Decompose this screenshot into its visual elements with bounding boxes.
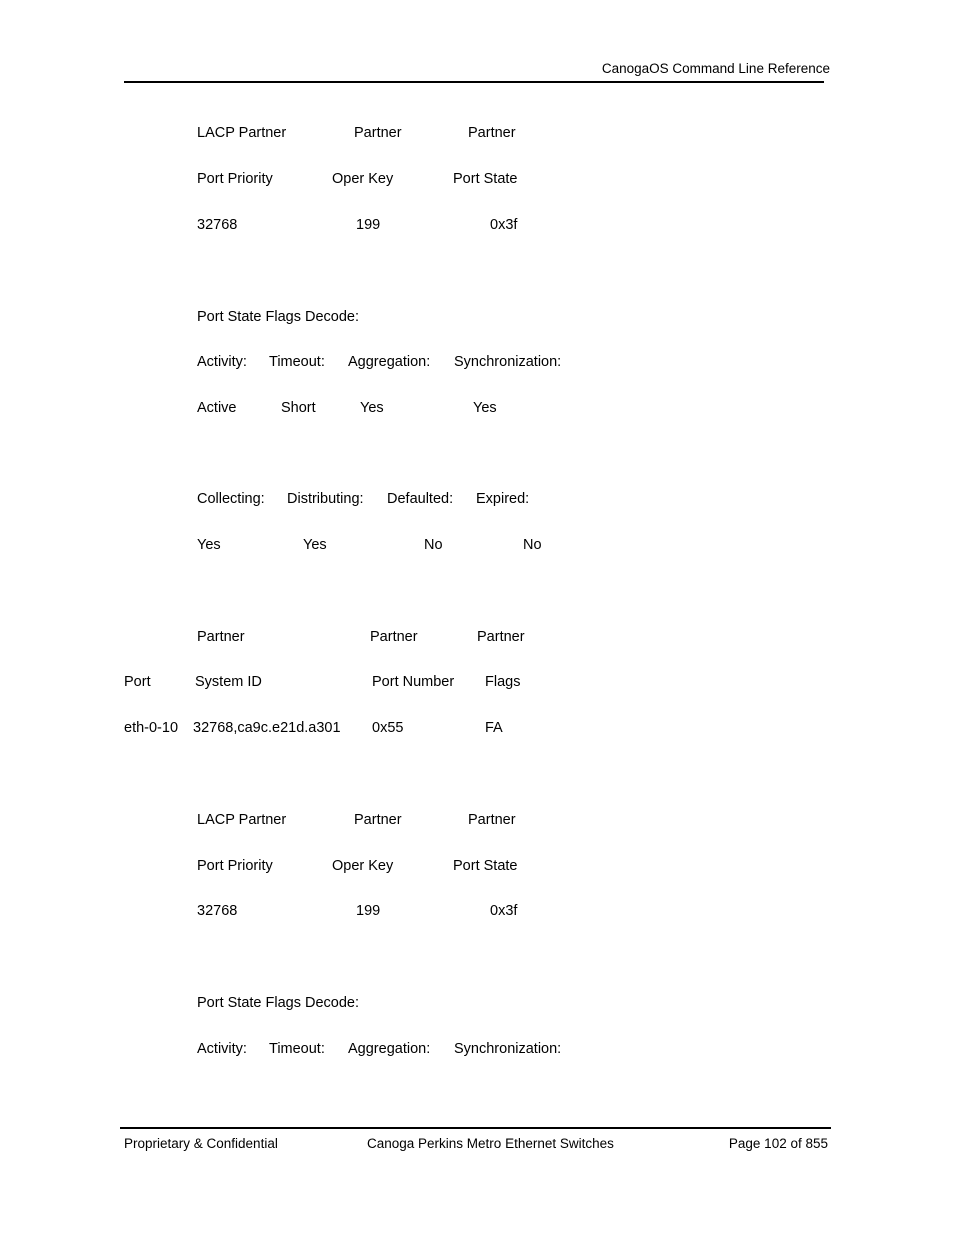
block2-value-oper-key: 199 [356, 903, 381, 919]
block1-value-port-state: 0x3f [490, 217, 518, 233]
flags1-v-defaulted: No [424, 537, 443, 553]
flags1-v-timeout: Short [281, 400, 316, 416]
partner-h1-partner: Partner [477, 629, 525, 645]
block1-value-oper-key: 199 [356, 217, 381, 233]
block2-h2-port-state: Port State [453, 858, 518, 874]
flags1-v-aggregation: Yes [360, 400, 384, 416]
partner-h1-partner: Partner [370, 629, 418, 645]
flags2-h-activity: Activity: [197, 1041, 247, 1057]
partner-h1-partner: Partner [197, 629, 245, 645]
flags1-h-activity: Activity: [197, 354, 247, 370]
partner-row-system-id: 32768,ca9c.e21d.a301 [193, 720, 341, 736]
block2-h1-lacp-partner: LACP Partner [197, 812, 287, 828]
flags2-h-timeout: Timeout: [269, 1041, 325, 1057]
block1-value-priority: 32768 [197, 217, 238, 233]
block1-h1-partner: Partner [354, 125, 402, 141]
block1-h1-partner: Partner [468, 125, 516, 141]
partner-row-flags: FA [485, 720, 503, 736]
flags1-h-distributing: Distributing: [287, 491, 364, 507]
block2-h1-partner: Partner [354, 812, 402, 828]
flags1-h-collecting: Collecting: [197, 491, 265, 507]
flags1-v-synchronization: Yes [473, 400, 497, 416]
partner-h2-flags: Flags [485, 674, 521, 690]
partner-h2-port: Port [124, 674, 151, 690]
flags1-h-defaulted: Defaulted: [387, 491, 454, 507]
flags1-h-synchronization: Synchronization: [454, 354, 562, 370]
flags1-v-distributing: Yes [303, 537, 327, 553]
flags1-v-collecting: Yes [197, 537, 221, 553]
block1-h2-port-state: Port State [453, 171, 518, 187]
flags1-h-aggregation: Aggregation: [348, 354, 431, 370]
partner-h2-system-id: System ID [195, 674, 262, 690]
block2-value-port-state: 0x3f [490, 903, 518, 919]
flags1-v-expired: No [523, 537, 542, 553]
block1-h2-oper-key: Oper Key [332, 171, 394, 187]
flags1-h-expired: Expired: [476, 491, 530, 507]
block2-h2-oper-key: Oper Key [332, 858, 394, 874]
block1-h1-lacp-partner: LACP Partner [197, 125, 287, 141]
header-rule [124, 81, 824, 83]
flags2-title: Port State Flags Decode: [197, 995, 359, 1011]
flags1-title: Port State Flags Decode: [197, 309, 359, 325]
flags2-h-synchronization: Synchronization: [454, 1041, 562, 1057]
footer-rule [120, 1127, 831, 1129]
partner-h2-port-number: Port Number [372, 674, 455, 690]
block1-h2-port-priority: Port Priority [197, 171, 273, 187]
flags1-v-activity: Active [197, 400, 237, 416]
block2-h1-partner: Partner [468, 812, 516, 828]
footer-confidential: Proprietary & Confidential [124, 1136, 278, 1151]
partner-row-port-number: 0x55 [372, 720, 404, 736]
header-title: CanogaOS Command Line Reference [601, 61, 830, 76]
flags2-h-aggregation: Aggregation: [348, 1041, 431, 1057]
footer-company: Canoga Perkins Metro Ethernet Switches [367, 1136, 614, 1151]
flags1-h-timeout: Timeout: [269, 354, 325, 370]
block2-h2-port-priority: Port Priority [197, 858, 273, 874]
partner-row-port: eth-0-10 [124, 720, 179, 736]
footer-page-number: Page 102 of 855 [728, 1136, 828, 1151]
block2-value-priority: 32768 [197, 903, 238, 919]
